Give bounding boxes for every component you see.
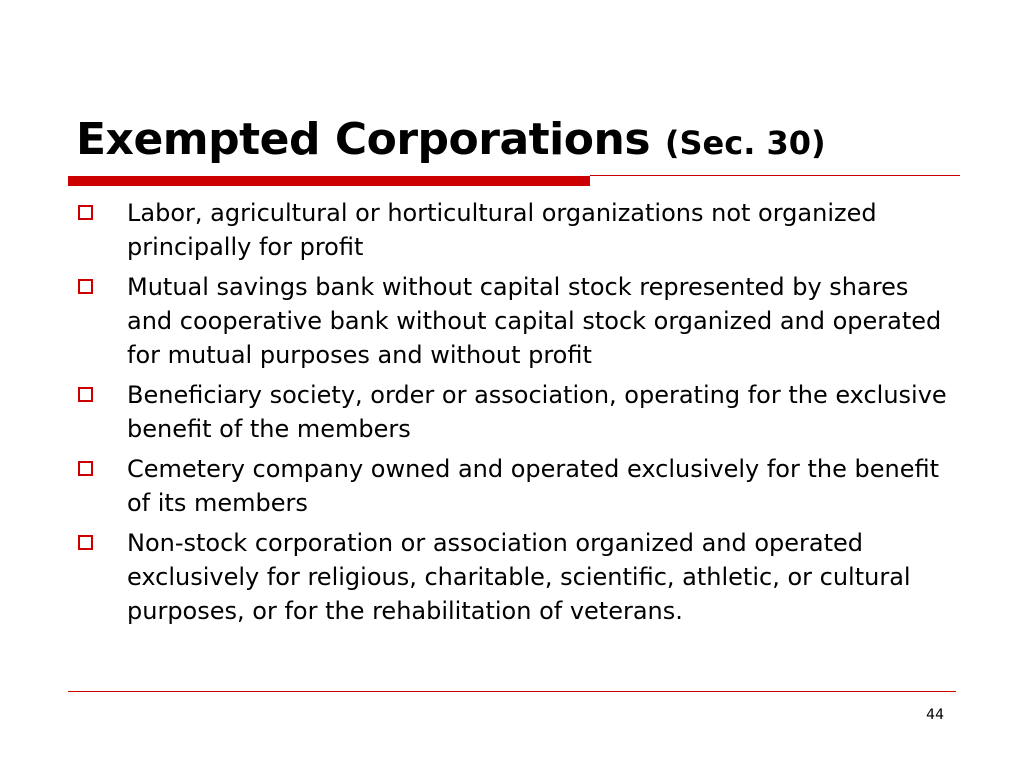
bullet-text: Beneficiary society, order or association, operating for the exclusive benefit of the members [127, 381, 947, 443]
slide-title-main: Exempted Corporations [76, 114, 651, 165]
title-underline-thin [590, 175, 960, 176]
list-item [78, 196, 958, 264]
hollow-square-icon [78, 535, 93, 550]
title-underline-thick [68, 176, 590, 186]
footer-divider [68, 691, 956, 692]
hollow-square-icon [78, 461, 93, 476]
slide-title-section: (Sec. 30) [664, 124, 826, 162]
bullet-text: Labor, agricultural or horticultural organizations not organized principally for profit [127, 199, 877, 261]
bullet-text: Mutual savings bank without capital stock represented by shares and cooperative bank without capital stock organized and operated for mutual purposes and without profit [127, 273, 942, 369]
hollow-square-icon [78, 279, 93, 294]
slide-title [76, 108, 826, 175]
list-item [78, 526, 958, 628]
list-item [78, 378, 958, 446]
hollow-square-icon [78, 205, 93, 220]
bullet-text: Non-stock corporation or association organized and operated exclusively for religious, charitable, scientific, athletic, or cultural purposes, or for the rehabilitation of veterans. [127, 529, 911, 625]
page-number: 44 [926, 707, 944, 723]
list-item [78, 270, 958, 372]
bullet-text: Cemetery company owned and operated exclusively for the benefit of its members [127, 455, 940, 517]
hollow-square-icon [78, 387, 93, 402]
list-item [78, 452, 958, 520]
bullet-list [78, 196, 958, 634]
